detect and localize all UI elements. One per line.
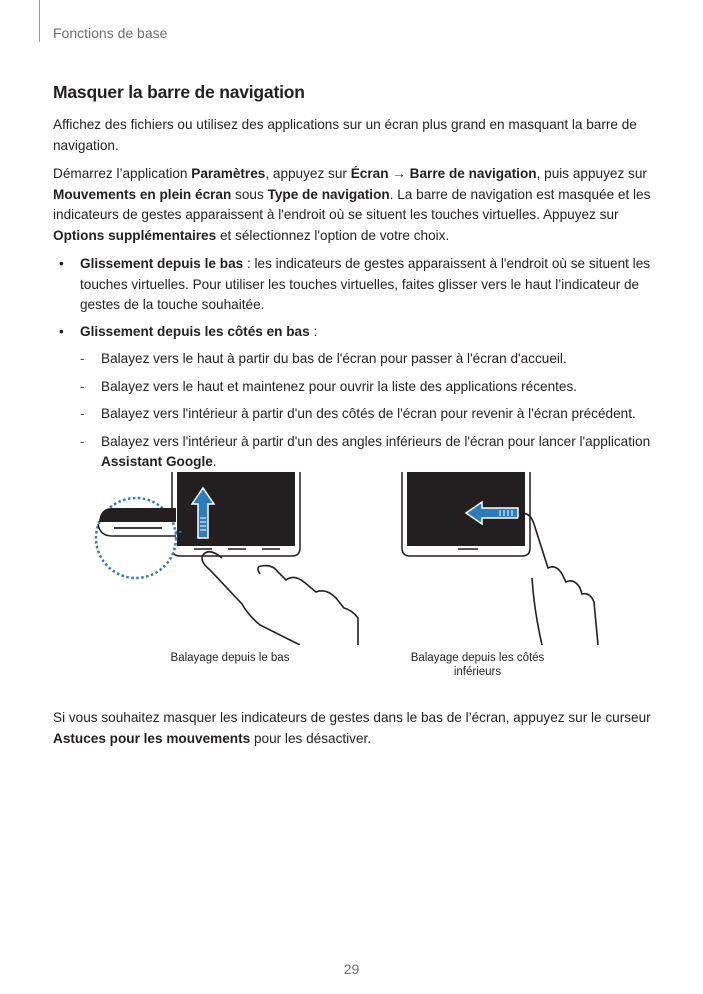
dash-item: [53, 377, 653, 398]
bold-term: Barre de navigation: [409, 166, 537, 181]
gesture-illustration: [90, 470, 650, 690]
dash-item: [53, 432, 653, 473]
dash-item: [53, 349, 653, 370]
instructions-paragraph: [53, 164, 653, 246]
gesture-illustration-svg: [90, 470, 650, 645]
page-number: 29: [343, 961, 360, 977]
caption-side-swipe: [390, 651, 565, 679]
dash-mark: -: [80, 406, 85, 421]
dash-mark: -: [80, 433, 85, 449]
dash-text: .: [212, 454, 217, 469]
arrow-glyph: →: [388, 166, 410, 181]
caption-line: inférieurs: [453, 666, 502, 678]
dash-mark: -: [80, 378, 85, 394]
main-content: [53, 82, 653, 473]
bold-term: Astuces pour les mouvements: [53, 730, 251, 746]
dash-text: Balayez vers l'intérieur à partir d'un des côtés de l'écran pour revenir à l'écran précédent.: [101, 406, 636, 421]
bold-term: Glissement depuis le bas: [80, 256, 244, 271]
bold-term: Type de navigation: [267, 186, 390, 202]
bold-term: Paramètres: [191, 166, 266, 181]
magnifier-screen: [99, 508, 176, 522]
bullet-item: [53, 254, 653, 316]
bold-term: Mouvements en plein écran: [53, 186, 232, 202]
bullet-mark: •: [59, 256, 64, 271]
hand-icon: [202, 552, 358, 645]
intro-paragraph: Affichez des fichiers ou utilisez des applications sur un écran plus grand en masquant la barre de navigation.: [53, 117, 637, 153]
footer-paragraph-block: [53, 708, 653, 757]
dash-text: Balayez vers le haut à partir du bas de l'écran pour passer à l'écran d'accueil.: [101, 351, 567, 366]
bullet-text: : les indicateurs de gestes apparaissent à l'endroit où se situent les touches virtuelles. Pour utiliser les touches virtuelles, faites glisser vers le haut l’indicateur de gestes de la touche souhaitée.: [80, 256, 651, 312]
page-title: Masquer la barre de navigation: [53, 82, 305, 102]
dash-mark: -: [80, 351, 85, 366]
dash-text: Balayez vers l'intérieur à partir d'un des angles inférieurs de l'écran pour lancer l'application: [101, 433, 651, 449]
text-run: , appuyez sur: [265, 166, 351, 181]
dash-text: Balayez vers le haut et maintenez pour ouvrir la liste des applications récentes.: [101, 378, 578, 394]
phone-side-swipe: [402, 472, 598, 645]
text-run: et sélectionnez l'option de votre choix.: [216, 227, 450, 243]
bold-term: Assistant Google: [101, 454, 213, 469]
bullet-mark: •: [59, 323, 64, 339]
dash-item: [53, 404, 653, 425]
bullet-item: [53, 322, 653, 343]
caption-line: Balayage depuis les côtés: [410, 652, 545, 664]
bold-term: Options supplémentaires: [53, 227, 217, 243]
footer-paragraph: [53, 708, 653, 749]
section-header: Fonctions de base: [53, 25, 168, 41]
text-run: Démarrez l’application: [53, 166, 192, 181]
text-run: Si vous souhaitez masquer les indicateurs de gestes dans le bas de l’écran, appuyez sur le curseur: [53, 710, 651, 725]
text-run: , puis appuyez sur: [536, 166, 647, 181]
text-run: pour les désactiver.: [250, 730, 372, 746]
phone-screen: [177, 472, 295, 546]
bullet-text: :: [309, 323, 318, 339]
caption-bottom-swipe: Balayage depuis le bas: [170, 652, 290, 664]
bold-term: Écran: [350, 166, 389, 181]
text-run: . La barre de navigation est masquée et les indicateurs de gestes apparaissent à l'endroit où se situent les touches virtuelles. Appuyez sur: [53, 186, 651, 222]
phone-bottom-swipe: [96, 472, 358, 645]
header-rule: [39, 0, 40, 42]
bold-term: Glissement depuis les côtés en bas: [80, 323, 310, 339]
text-run: sous: [231, 186, 268, 202]
